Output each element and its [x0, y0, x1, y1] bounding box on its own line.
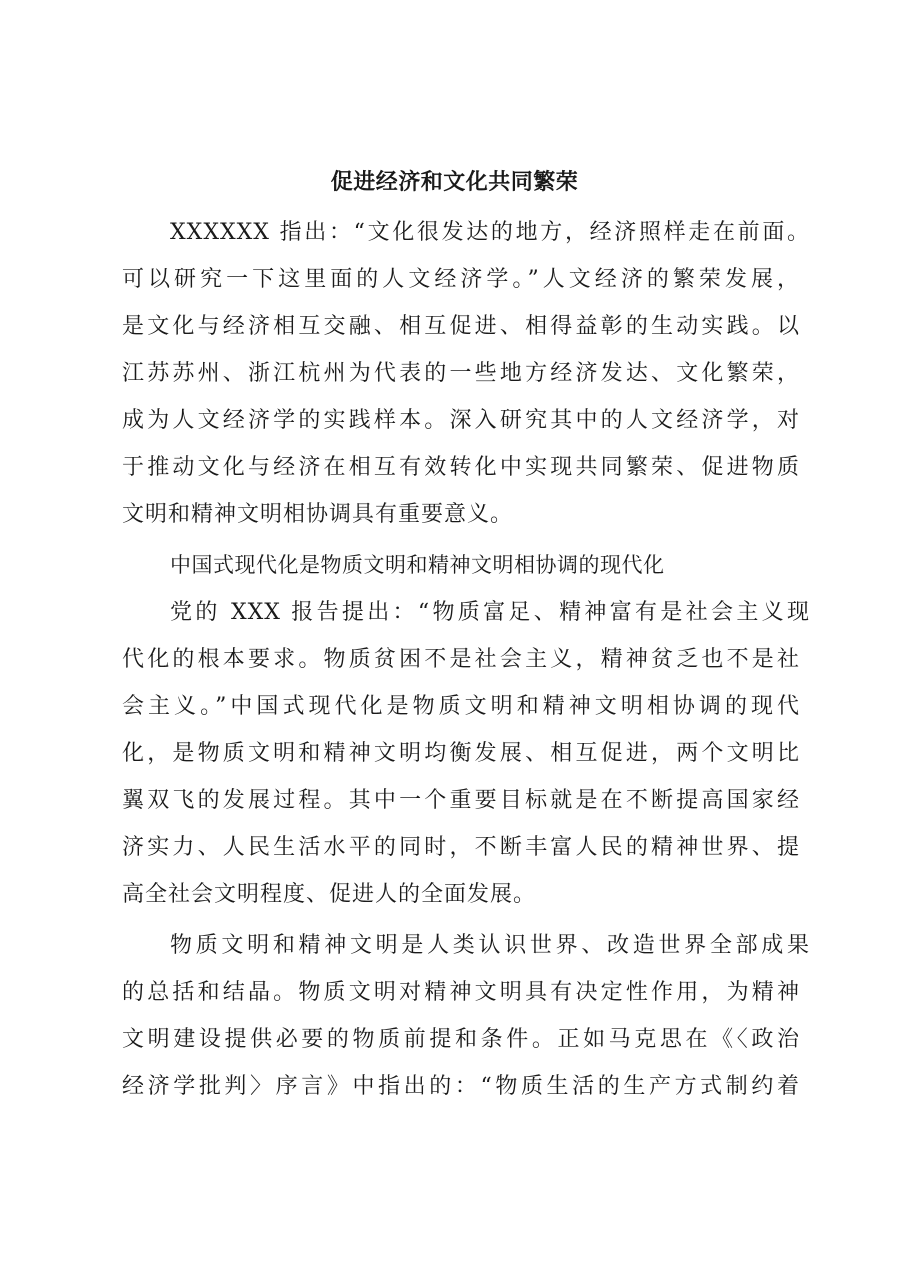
paragraph-1-line: 可以研究一下这里面的人文经济学。”人文经济的繁荣发展， — [122, 267, 800, 292]
document-title: 促进经济和文化共同繁荣 — [330, 169, 579, 195]
paragraph-2-line: 会主义。”中国式现代化是物质文明和精神文明相协调的现代 — [122, 694, 800, 719]
paragraph-2-line: 化，是物质文明和精神文明均衡发展、相互促进，两个文明比 — [122, 741, 800, 766]
paragraph-2-line: 高全社会文明程度、促进人的全面发展。 — [122, 882, 537, 907]
paragraph-3-line: 经济学批判〉序言》中指出的：“物质生活的生产方式制约着 — [122, 1074, 800, 1099]
paragraph-1-line: 江苏苏州、浙江杭州为代表的一些地方经济发达、文化繁荣， — [122, 361, 800, 386]
paragraph-1-line: 成为人文经济学的实践样本。深入研究其中的人文经济学，对 — [122, 408, 800, 433]
section-heading: 中国式现代化是物质文明和精神文明相协调的现代化 — [170, 553, 665, 577]
paragraph-1-line: 是文化与经济相互交融、相互促进、相得益彰的生动实践。以 — [122, 314, 800, 339]
paragraph-1-line: 文明和精神文明相协调具有重要意义。 — [122, 502, 514, 527]
paragraph-2-line: 代化的根本要求。物质贫困不是社会主义，精神贫乏也不是社 — [122, 647, 800, 672]
paragraph-2-line: 党的 XXX 报告提出：“物质富足、精神富有是社会主义现 — [170, 600, 810, 625]
paragraph-3-line: 物质文明和精神文明是人类认识世界、改造世界全部成果 — [170, 933, 810, 958]
paragraph-1-line: 于推动文化与经济在相互有效转化中实现共同繁荣、促进物质 — [122, 455, 800, 480]
paragraph-2-line: 翼双飞的发展过程。其中一个重要目标就是在不断提高国家经 — [122, 788, 800, 813]
paragraph-1-line: XXXXXX 指出：“文化很发达的地方，经济照样走在前面。 — [170, 220, 810, 245]
paragraph-3-line: 文明建设提供必要的物质前提和条件。正如马克思在《〈政治 — [122, 1027, 800, 1052]
paragraph-2-line: 济实力、人民生活水平的同时，不断丰富人民的精神世界、提 — [122, 835, 800, 860]
paragraph-3-line: 的总括和结晶。物质文明对精神文明具有决定性作用，为精神 — [122, 980, 800, 1005]
